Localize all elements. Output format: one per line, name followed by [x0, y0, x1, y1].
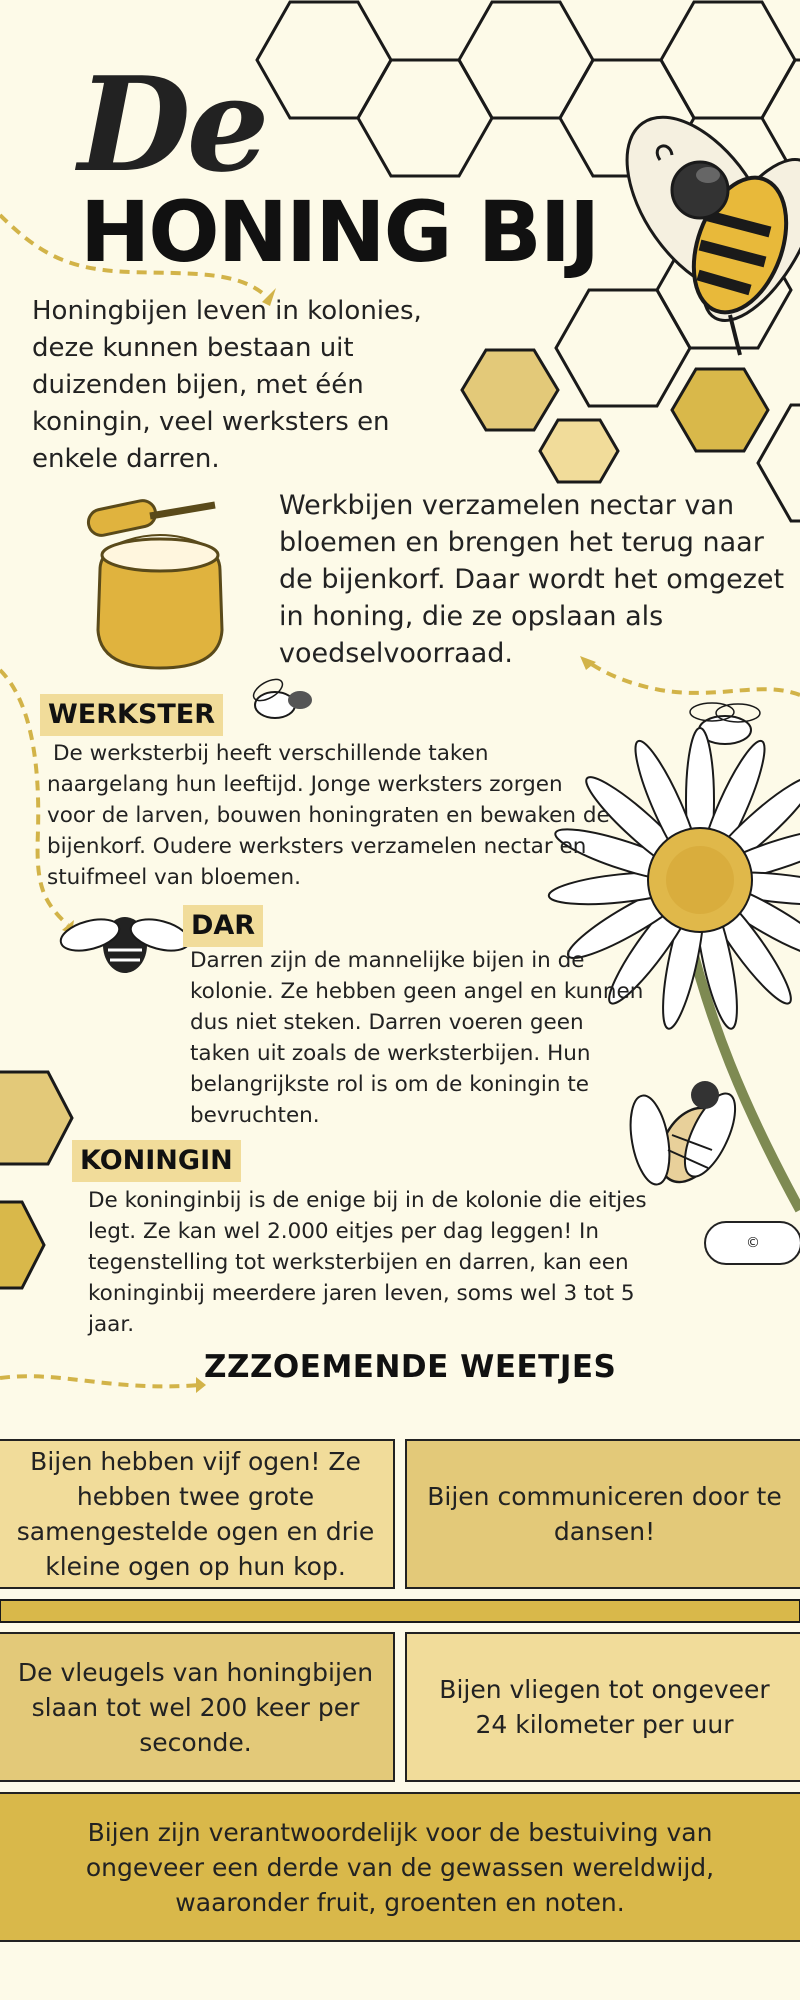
werkster-text: De werksterbij heeft verschillende taken naargelang hun leeftijd. Jonge werksters zorgen voor de larven, bouwen honingraten en bewaken de bijenkorf. Oudere werksters verzamelen nectar en stuifmeel van bloemen. — [47, 741, 610, 890]
intro-text: Honingbijen leven in kolonies, deze kunnen bestaan uit duizenden bijen, met één koningin, veel werksters en enkele darren. — [32, 296, 422, 474]
koningin-label: KONINGIN — [72, 1140, 241, 1182]
fact-card: Bijen hebben vijf ogen! Ze hebben twee grote samengestelde ogen en drie kleine ogen op hun kop. — [0, 1439, 395, 1589]
weetjes-title: ZZZOEMENDE WEETJES — [204, 1349, 617, 1385]
title-script: De — [78, 48, 266, 201]
page-title: HONING BIJ — [80, 183, 599, 281]
honey-jar-icon — [86, 498, 222, 668]
copyright-badge: © — [704, 1221, 800, 1265]
koningin-text: De koninginbij is de enige bij in de kolonie die eitjes legt. Ze kan wel 2.000 eitjes per dag leggen! In tegenstelling tot werksterbijen en darren, kan een koninginbij meerdere jaren leven, soms wel 3 tot 5 jaar. — [88, 1188, 647, 1337]
werkbijen-text: Werkbijen verzamelen nectar van bloemen en brengen het terug naar de bijenkorf. Daar wordt het omgezet in honing, die ze opslaan als voedselvoorraad. — [279, 490, 785, 669]
dar-text: Darren zijn de mannelijke bijen in de kolonie. Ze hebben geen angel en kunnen dus niet steken. Darren voeren geen taken uit zoals de werksterbijen. Hun belangrijkste rol is om de koningin te bevruchten. — [190, 948, 644, 1128]
fact-card-wide: Bijen zijn verantwoordelijk voor de bestuiving van ongeveer een derde van de gewassen wereldwijd, waaronder fruit, groenten en noten. — [0, 1792, 800, 1942]
fact-card: Bijen vliegen tot ongeveer 24 kilometer per uur — [405, 1632, 800, 1782]
fact-card: Bijen communiceren door te dansen! — [405, 1439, 800, 1589]
dar-label: DAR — [183, 905, 263, 947]
werkster-label: WERKSTER — [40, 694, 223, 736]
fact-card: De vleugels van honingbijen slaan tot wel 200 keer per seconde. — [0, 1632, 395, 1782]
